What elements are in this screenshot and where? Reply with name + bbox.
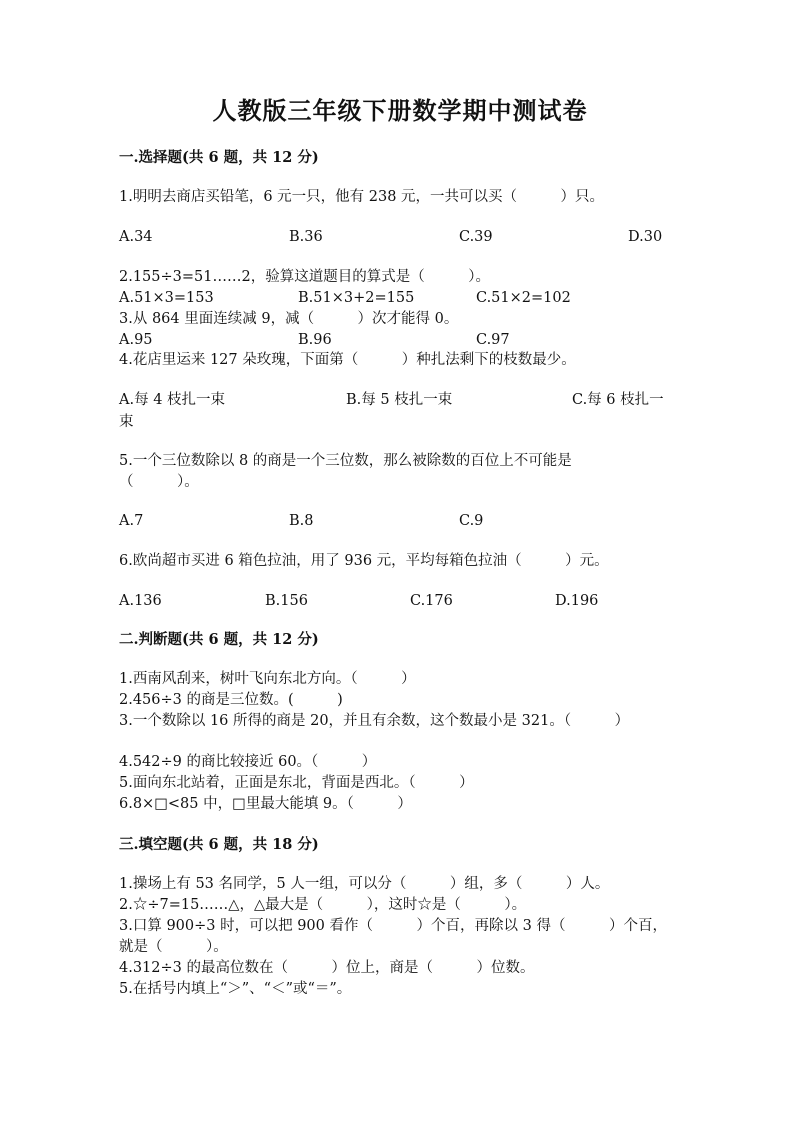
q5-option-c: C.9 (459, 513, 484, 529)
q2-option-a: A.51×3=153 (119, 290, 214, 306)
judgment-item: 6.8×□<85 中，□里最大能填 9。（ ） (119, 796, 412, 812)
question-5-stem: 5.一个三位数除以 8 的商是一个三位数，那么被除数的百位上不可能是 (119, 453, 572, 469)
page-title: 人教版三年级下册数学期中测试卷 (212, 96, 588, 125)
q4-option-c: C.每 6 枝扎一 (572, 392, 664, 408)
q3-option-c: C.97 (476, 332, 510, 348)
q6-option-c: C.176 (410, 593, 453, 609)
fill-in-item: 5.在括号内填上“＞”、“＜”或“＝”。 (119, 981, 352, 997)
judgment-item: 5.面向东北站着，正面是东北，背面是西北。（ ） (119, 775, 474, 791)
fill-in-item: 4.312÷3 的最高位数在（ ）位上，商是（ ）位数。 (119, 960, 535, 976)
judgment-item: 4.542÷9 的商比较接近 60。（ ） (119, 754, 377, 770)
question-6-stem: 6.欧尚超市买进 6 箱色拉油，用了 936 元，平均每箱色拉油（ ）元。 (119, 553, 609, 569)
section-heading-fill-in: 三.填空题(共 6 题，共 18 分) (119, 836, 319, 853)
question-1-stem: 1.明明去商店买铅笔，6 元一只，他有 238 元，一共可以买（ ）只。 (119, 189, 605, 205)
question-2-stem: 2.155÷3=51……2，验算这道题目的算式是（ ）。 (119, 269, 490, 285)
question-3-stem: 3.从 864 里面连续减 9，减（ ）次才能得 0。 (119, 311, 459, 327)
judgment-item: 1.西南风刮来，树叶飞向东北方向。（ ） (119, 671, 416, 687)
q4-option-b: B.每 5 枝扎一束 (346, 392, 453, 408)
judgment-item: 3.一个数除以 16 所得的商是 20，并且有余数，这个数最小是 321。（ ） (119, 713, 630, 729)
q2-option-c: C.51×2=102 (476, 290, 571, 306)
question-4-stem: 4.花店里运来 127 朵玫瑰，下面第（ ）种扎法剩下的枝数最少。 (119, 352, 576, 368)
q4-option-c-wrap: 束 (119, 414, 134, 430)
fill-in-item: 2.☆÷7=15……△，△最大是（ ），这时☆是（ ）。 (119, 897, 527, 913)
q6-option-a: A.136 (119, 593, 162, 609)
fill-in-item: 3.口算 900÷3 时，可以把 900 看作（ ）个百，再除以 3 得（ ）个百， (119, 918, 667, 934)
q6-option-b: B.156 (265, 593, 308, 609)
q1-option-c: C.39 (459, 229, 493, 245)
judgment-item: 2.456÷3 的商是三位数。( ) (119, 692, 343, 708)
q6-option-d: D.196 (555, 593, 599, 609)
fill-in-item: 1.操场上有 53 名同学，5 人一组，可以分（ ）组，多（ ）人。 (119, 876, 610, 892)
q2-option-b: B.51×3+2=155 (298, 290, 415, 306)
q1-option-b: B.36 (289, 229, 323, 245)
section-heading-judgment: 二.判断题(共 6 题，共 12 分) (119, 631, 319, 648)
q4-option-a: A.每 4 枝扎一束 (119, 392, 226, 408)
fill-in-item-continued: 就是（ ）。 (119, 939, 228, 955)
q5-option-b: B.8 (289, 513, 314, 529)
question-5-stem-continued: （ ）。 (119, 474, 199, 490)
q3-option-a: A.95 (119, 332, 153, 348)
q5-option-a: A.7 (119, 513, 144, 529)
q3-option-b: B.96 (298, 332, 332, 348)
section-heading-choice: 一.选择题(共 6 题，共 12 分) (119, 149, 319, 166)
q1-option-d: D.30 (628, 229, 663, 245)
q1-option-a: A.34 (119, 229, 153, 245)
